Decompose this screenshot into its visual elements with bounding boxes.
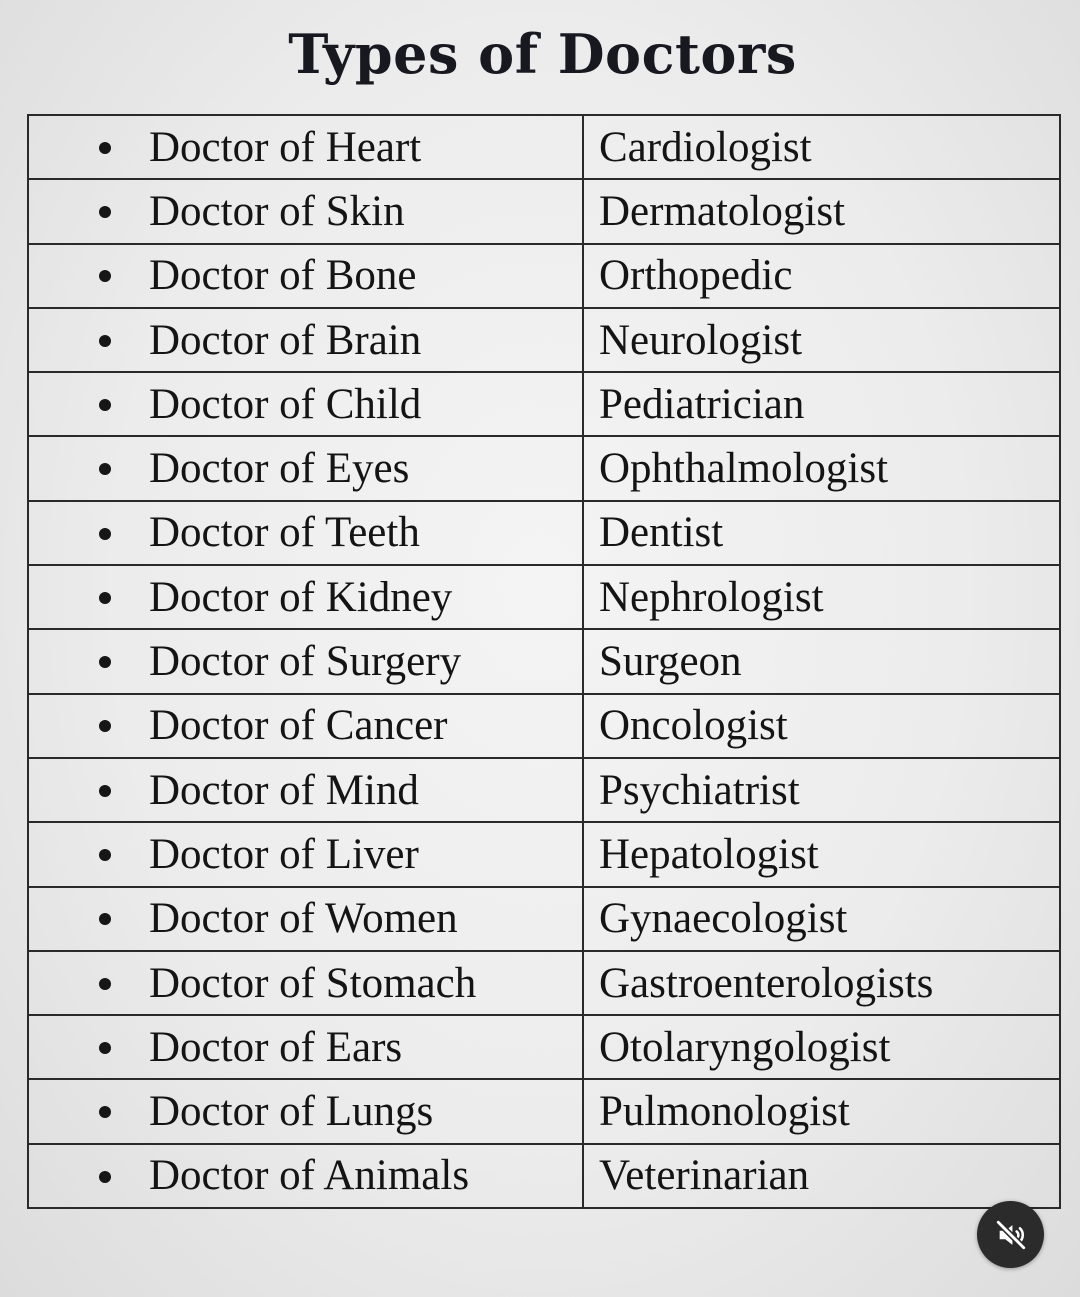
field-label: Doctor of Brain: [149, 316, 422, 364]
table-body: [28, 115, 1060, 1208]
table-row: [28, 822, 1060, 886]
field-cell: [28, 1144, 583, 1208]
specialist-label: Cardiologist: [599, 123, 812, 171]
table-row: [28, 1144, 1060, 1208]
specialist-label: Hepatologist: [599, 830, 819, 878]
specialist-label: Gynaecologist: [599, 895, 848, 943]
field-cell: [28, 372, 583, 436]
specialist-cell: [583, 1079, 1060, 1143]
field-label: Doctor of Mind: [149, 766, 419, 814]
field-cell: [28, 822, 583, 886]
muted-speaker-icon: [994, 1218, 1028, 1252]
field-cell: [28, 565, 583, 629]
table-row: [28, 951, 1060, 1015]
field-label: Doctor of Heart: [149, 123, 422, 171]
bullet-dot-icon: [99, 1171, 111, 1183]
specialist-cell: [583, 887, 1060, 951]
field-cell: [28, 694, 583, 758]
specialist-cell: [583, 179, 1060, 243]
specialist-label: Dermatologist: [599, 187, 846, 235]
field-label: Doctor of Women: [149, 895, 458, 943]
field-label: Doctor of Animals: [149, 1152, 470, 1200]
table-row: [28, 565, 1060, 629]
specialist-cell: [583, 1144, 1060, 1208]
field-cell: [28, 244, 583, 308]
field-label: Doctor of Child: [149, 380, 422, 428]
bullet-dot-icon: [99, 785, 111, 797]
field-cell: [28, 115, 583, 179]
specialist-label: Veterinarian: [599, 1152, 810, 1200]
specialist-label: Surgeon: [599, 638, 742, 686]
table-row: [28, 436, 1060, 500]
field-label: Doctor of Cancer: [149, 702, 448, 750]
table-row: [28, 758, 1060, 822]
bullet-dot-icon: [99, 1106, 111, 1118]
table-row: [28, 501, 1060, 565]
doctor-types-table: [27, 114, 1061, 1209]
field-label: Doctor of Liver: [149, 830, 419, 878]
specialist-cell: [583, 758, 1060, 822]
table-row: [28, 372, 1060, 436]
bullet-dot-icon: [99, 528, 111, 540]
specialist-cell: [583, 115, 1060, 179]
field-label: Doctor of Skin: [149, 187, 405, 235]
field-label: Doctor of Bone: [149, 252, 417, 300]
field-cell: [28, 308, 583, 372]
table-row: [28, 308, 1060, 372]
specialist-label: Ophthalmologist: [599, 445, 889, 493]
specialist-cell: [583, 1015, 1060, 1079]
bullet-dot-icon: [99, 270, 111, 282]
bullet-dot-icon: [99, 335, 111, 347]
bullet-dot-icon: [99, 913, 111, 925]
field-cell: [28, 629, 583, 693]
specialist-cell: [583, 308, 1060, 372]
bullet-dot-icon: [99, 1042, 111, 1054]
specialist-label: Nephrologist: [599, 573, 824, 621]
mute-button[interactable]: [977, 1201, 1044, 1268]
field-cell: [28, 887, 583, 951]
specialist-label: Dentist: [599, 509, 724, 557]
bullet-dot-icon: [99, 142, 111, 154]
field-label: Doctor of Surgery: [149, 638, 462, 686]
field-cell: [28, 951, 583, 1015]
specialist-label: Psychiatrist: [599, 766, 800, 814]
field-label: Doctor of Lungs: [149, 1088, 434, 1136]
specialist-label: Pediatrician: [599, 380, 805, 428]
specialist-cell: [583, 822, 1060, 886]
specialist-cell: [583, 694, 1060, 758]
table-row: [28, 115, 1060, 179]
specialist-cell: [583, 565, 1060, 629]
specialist-cell: [583, 372, 1060, 436]
field-cell: [28, 1015, 583, 1079]
specialist-cell: [583, 436, 1060, 500]
specialist-label: Orthopedic: [599, 252, 793, 300]
table-row: [28, 1015, 1060, 1079]
specialist-cell: [583, 951, 1060, 1015]
field-cell: [28, 179, 583, 243]
bullet-dot-icon: [99, 849, 111, 861]
specialist-label: Otolaryngologist: [599, 1023, 891, 1071]
field-label: Doctor of Teeth: [149, 509, 420, 557]
bullet-dot-icon: [99, 592, 111, 604]
table-row: [28, 887, 1060, 951]
bullet-dot-icon: [99, 978, 111, 990]
specialist-cell: [583, 244, 1060, 308]
bullet-dot-icon: [99, 399, 111, 411]
field-label: Doctor of Stomach: [149, 959, 477, 1007]
specialist-label: Gastroenterologists: [599, 959, 934, 1007]
specialist-label: Pulmonologist: [599, 1088, 850, 1136]
table-row: [28, 629, 1060, 693]
table-row: [28, 179, 1060, 243]
bullet-dot-icon: [99, 656, 111, 668]
page-title: Types of Doctors: [288, 22, 797, 86]
table-row: [28, 244, 1060, 308]
field-label: Doctor of Ears: [149, 1023, 403, 1071]
table-row: [28, 694, 1060, 758]
bullet-dot-icon: [99, 463, 111, 475]
bullet-dot-icon: [99, 720, 111, 732]
bullet-dot-icon: [99, 206, 111, 218]
table-row: [28, 1079, 1060, 1143]
field-cell: [28, 758, 583, 822]
field-cell: [28, 436, 583, 500]
field-label: Doctor of Eyes: [149, 445, 410, 493]
field-cell: [28, 501, 583, 565]
field-cell: [28, 1079, 583, 1143]
specialist-label: Oncologist: [599, 702, 788, 750]
field-label: Doctor of Kidney: [149, 573, 453, 621]
specialist-cell: [583, 501, 1060, 565]
specialist-label: Neurologist: [599, 316, 803, 364]
specialist-cell: [583, 629, 1060, 693]
